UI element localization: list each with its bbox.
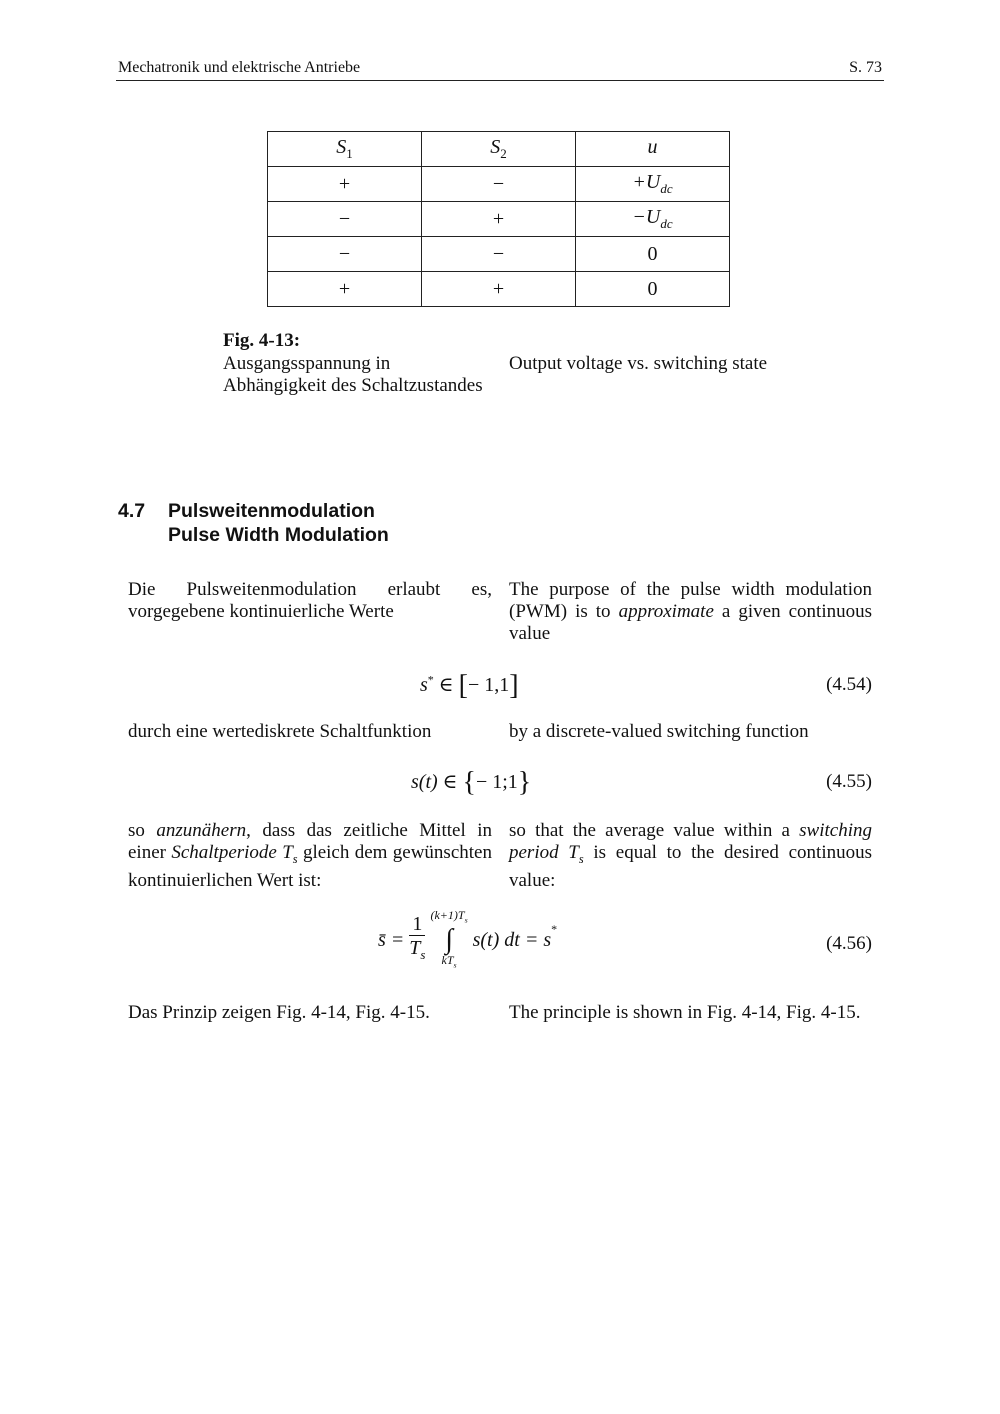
- table-header-cell: $S_1$: [268, 132, 422, 167]
- table-cell: $-U_{dc}$: [576, 202, 730, 237]
- table-cell: +: [422, 202, 576, 237]
- paragraph-english: The purpose of the pulse width modulation (PWM) is to approximate a given continuous value: [509, 579, 872, 644]
- paragraph-german: durch eine wertediskrete Schaltfunktion: [128, 721, 432, 742]
- paragraph-english: The principle is shown in Fig. 4-14, Fig. 4-15.: [509, 1002, 861, 1023]
- equation-4-55: s(t) ∈ {− 1;1}: [411, 767, 532, 798]
- fraction: $\frac{1}{T_s}$: [409, 913, 426, 963]
- figure-caption-german: Ausgangsspannung in Abhängigkeit des Schaltzustandes: [223, 353, 483, 396]
- table-cell: −: [268, 202, 422, 237]
- paragraph-german: Die Pulsweitenmodulation erlaubt es, vorgegebene kontinuierliche Werte: [128, 579, 492, 622]
- equation-number: (4.54): [826, 674, 872, 695]
- table-header-row: [268, 132, 730, 167]
- integral-sign: $(k+1)T_s$ ∫ $kT_s$: [430, 908, 468, 970]
- table-cell: $+U_{dc}$: [576, 167, 730, 202]
- page-number: S. 73: [849, 59, 882, 76]
- table-cell: −: [422, 237, 576, 272]
- table-cell: +: [268, 167, 422, 202]
- table-row: [268, 167, 730, 202]
- equation-number: (4.55): [826, 771, 872, 792]
- table-cell: 0: [576, 237, 730, 272]
- table-cell: +: [268, 272, 422, 307]
- equation-4-56: s̄ = $\frac{1}{T_s}$ $(k+1)T_s$ ∫ $kT_s$ s(t) dt = s*: [378, 908, 557, 973]
- paragraph-german: so anzunähern, dass das zeitliche Mittel in einer Schaltperiode $T_s$ gleich dem gewünschten kontinuierlichen Wert ist:: [128, 820, 492, 891]
- equation-number: (4.56): [826, 933, 872, 954]
- table-header-cell: $S_2$: [422, 132, 576, 167]
- section-title-german: Pulsweitenmodulation: [168, 500, 375, 522]
- table-row: [268, 272, 730, 307]
- table-cell: −: [268, 237, 422, 272]
- figure-caption-english: Output voltage vs. switching state: [509, 353, 768, 374]
- paragraph-english: by a discrete-valued switching function: [509, 721, 809, 742]
- running-header-title: Mechatronik und elektrische Antriebe: [118, 59, 361, 76]
- header-rule: [116, 80, 884, 81]
- section-number: 4.7: [118, 500, 146, 522]
- switching-state-table: [267, 131, 730, 307]
- paragraph-german: Das Prinzip zeigen Fig. 4-14, Fig. 4-15.: [128, 1002, 430, 1023]
- equation-4-54: s* ∈ [− 1,1]: [420, 670, 519, 701]
- table-cell: −: [422, 167, 576, 202]
- table-row: [268, 202, 730, 237]
- section-title-english: Pulse Width Modulation: [168, 524, 389, 546]
- paragraph-english: so that the average value within a switching period $T_s$ is equal to the desired continuous value:: [509, 820, 872, 891]
- figure-caption-label: Fig. 4-13:: [223, 330, 301, 351]
- table-header-cell: u: [576, 132, 730, 167]
- table-cell: 0: [576, 272, 730, 307]
- table-row: [268, 237, 730, 272]
- table-cell: +: [422, 272, 576, 307]
